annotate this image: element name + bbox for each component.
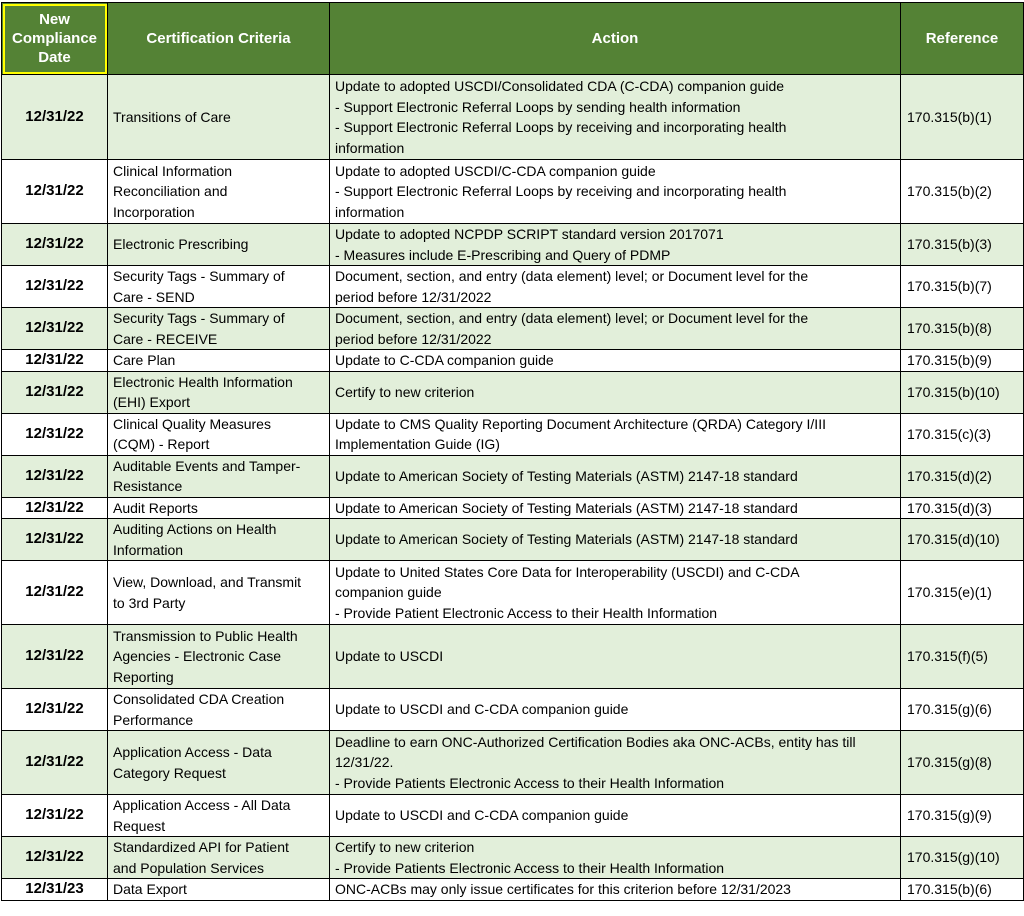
reference-cell: 170.315(g)(6) <box>901 689 1024 731</box>
compliance-date-cell: 12/31/22 <box>2 561 108 625</box>
action-cell <box>330 371 901 413</box>
compliance-date-cell: 12/31/22 <box>2 689 108 731</box>
compliance-date-cell: 12/31/22 <box>2 266 108 308</box>
reference-cell: 170.315(d)(10) <box>901 519 1024 561</box>
reference-cell: 170.315(d)(3) <box>901 497 1024 519</box>
criteria-cell-line: Agencies - Electronic Case <box>113 648 282 665</box>
action-cell-line: Update to CMS Quality Reporting Document Architecture (QRDA) Category I/III <box>335 415 826 432</box>
criteria-cell-line: Request <box>113 817 166 834</box>
action-cell-line: - Measures include E-Prescribing and Query of PDMP <box>335 246 671 263</box>
table-row <box>2 371 1024 413</box>
table-row <box>2 308 1024 350</box>
criteria-cell-line: Application Access - Data <box>113 744 272 760</box>
action-cell-line: Update to American Society of Testing Materials (ASTM) 2147-18 standard <box>335 467 798 484</box>
compliance-date-cell: 12/31/22 <box>2 224 108 266</box>
action-cell-line: information <box>335 203 405 220</box>
action-cell-line: Deadline to earn ONC-Authorized Certification Bodies aka ONC-ACBs, entity has till <box>335 733 856 750</box>
criteria-cell-line: View, Download, and Transmit <box>113 574 302 590</box>
criteria-cell-line: Auditable Events and Tamper- <box>113 457 301 474</box>
compliance-date-cell: 12/31/22 <box>2 795 108 837</box>
action-cell-line: - Provide Patient Electronic Access to their Health Information <box>335 604 718 621</box>
action-cell <box>330 837 901 879</box>
table-row <box>2 837 1024 879</box>
action-cell <box>330 75 901 160</box>
criteria-cell <box>108 308 330 350</box>
action-cell-line: Update to adopted USCDI/C-CDA companion guide <box>335 162 656 179</box>
action-cell <box>330 731 901 795</box>
action-cell-line: - Support Electronic Referral Loops by receiving and incorporating health <box>335 119 787 135</box>
criteria-cell <box>108 731 330 795</box>
action-cell-line: Update to USCDI <box>335 648 444 665</box>
table-row <box>2 519 1024 561</box>
compliance-date-cell: 12/31/22 <box>2 837 108 879</box>
compliance-date-cell: 12/31/22 <box>2 308 108 350</box>
reference-cell: 170.315(b)(2) <box>901 160 1024 224</box>
table-row <box>2 497 1024 519</box>
table-row <box>2 625 1024 689</box>
criteria-cell-line: Electronic Health Information <box>113 373 293 390</box>
criteria-cell-line: Performance <box>113 711 194 728</box>
criteria-cell <box>108 497 330 519</box>
action-cell-line: - Provide Patients Electronic Access to their Health Information <box>335 774 725 791</box>
header-reference: Reference <box>901 3 1024 75</box>
header-action: Action <box>330 3 901 75</box>
criteria-cell-line: (EHI) Export <box>113 394 191 410</box>
criteria-cell-line: Auditing Actions on Health <box>113 521 277 537</box>
action-cell-line: Document, section, and entry (data element) level; or Document level for the <box>335 268 809 284</box>
compliance-date-cell: 12/31/22 <box>2 75 108 160</box>
criteria-cell-line: Electronic Prescribing <box>113 236 249 253</box>
action-cell <box>330 625 901 689</box>
criteria-cell-line: Data Export <box>113 881 187 897</box>
reference-cell: 170.315(b)(3) <box>901 224 1024 266</box>
action-cell <box>330 160 901 224</box>
action-cell <box>330 308 901 350</box>
action-cell-line: Update to United States Core Data for Interoperability (USCDI) and C-CDA <box>335 563 800 580</box>
criteria-cell <box>108 519 330 561</box>
reference-cell: 170.315(g)(9) <box>901 795 1024 837</box>
reference-cell: 170.315(e)(1) <box>901 561 1024 625</box>
action-cell-line: - Support Electronic Referral Loops by sending health information <box>335 98 741 115</box>
action-cell <box>330 266 901 308</box>
action-cell-line: Update to American Society of Testing Materials (ASTM) 2147-18 standard <box>335 531 798 548</box>
criteria-cell-line: Incorporation <box>113 203 195 220</box>
reference-cell: 170.315(c)(3) <box>901 413 1024 455</box>
reference-cell: 170.315(b)(7) <box>901 266 1024 308</box>
criteria-cell-line: and Population Services <box>113 859 264 876</box>
action-cell-line: Update to USCDI and C-CDA companion guide <box>335 701 629 718</box>
compliance-date-cell: 12/31/22 <box>2 455 108 497</box>
reference-cell: 170.315(f)(5) <box>901 625 1024 689</box>
header-row <box>2 3 1024 75</box>
action-cell-line: Update to adopted NCPDP SCRIPT standard version 2017071 <box>335 226 724 242</box>
action-cell-line: - Support Electronic Referral Loops by receiving and incorporating health <box>335 183 787 200</box>
criteria-cell <box>108 266 330 308</box>
criteria-cell-line: Transmission to Public Health <box>113 627 298 644</box>
reference-cell: 170.315(d)(2) <box>901 455 1024 497</box>
criteria-cell-line: Care Plan <box>113 352 176 368</box>
criteria-cell-line: Clinical Information <box>113 162 233 179</box>
action-cell-line: period before 12/31/2022 <box>335 330 492 347</box>
action-cell <box>330 224 901 266</box>
criteria-cell-line: Information <box>113 541 184 558</box>
criteria-cell <box>108 625 330 689</box>
criteria-cell-line: (CQM) - Report <box>113 436 210 452</box>
criteria-cell <box>108 455 330 497</box>
action-cell-line: period before 12/31/2022 <box>335 288 492 305</box>
table-row <box>2 689 1024 731</box>
table-row <box>2 561 1024 625</box>
criteria-cell <box>108 837 330 879</box>
table-row <box>2 731 1024 795</box>
reference-cell: 170.315(b)(10) <box>901 371 1024 413</box>
criteria-cell-line: Consolidated CDA Creation <box>113 691 285 707</box>
table-row <box>2 160 1024 224</box>
criteria-cell-line: Reconciliation and <box>113 183 228 200</box>
criteria-cell-line: Care - RECEIVE <box>113 330 218 347</box>
header-certification-criteria: Certification Criteria <box>108 3 330 75</box>
table-row <box>2 350 1024 372</box>
certification-table <box>1 2 1024 901</box>
action-cell-line: Certify to new criterion <box>335 839 475 855</box>
reference-cell: 170.315(g)(10) <box>901 837 1024 879</box>
reference-cell: 170.315(b)(1) <box>901 75 1024 160</box>
action-cell-line: ONC-ACBs may only issue certificates for this criterion before 12/31/2023 <box>335 881 791 897</box>
reference-cell: 170.315(b)(8) <box>901 308 1024 350</box>
table-row <box>2 75 1024 160</box>
table-row <box>2 879 1024 901</box>
action-cell <box>330 455 901 497</box>
criteria-cell <box>108 371 330 413</box>
table-row <box>2 224 1024 266</box>
header-compliance-date: New Compliance Date <box>2 3 108 75</box>
criteria-cell-line: Category Request <box>113 764 226 781</box>
criteria-cell-line: Reporting <box>113 668 174 685</box>
action-cell-line: - Provide Patients Electronic Access to their Health Information <box>335 859 725 876</box>
criteria-cell-line: Care - SEND <box>113 288 195 305</box>
action-cell <box>330 497 901 519</box>
criteria-cell <box>108 224 330 266</box>
action-cell-line: Update to American Society of Testing Materials (ASTM) 2147-18 standard <box>335 499 798 516</box>
criteria-cell <box>108 879 330 901</box>
action-cell-line: 12/31/22. <box>335 754 394 771</box>
criteria-cell-line: Resistance <box>113 478 183 494</box>
criteria-cell-line: Audit Reports <box>113 499 198 516</box>
compliance-date-cell: 12/31/22 <box>2 413 108 455</box>
compliance-date-cell: 12/31/22 <box>2 350 108 372</box>
criteria-cell-line: Transitions of Care <box>113 108 231 125</box>
reference-cell: 170.315(b)(6) <box>901 879 1024 901</box>
criteria-cell-line: to 3rd Party <box>113 594 186 611</box>
action-cell-line: Update to C-CDA companion guide <box>335 352 554 368</box>
criteria-cell <box>108 561 330 625</box>
compliance-date-cell: 12/31/22 <box>2 731 108 795</box>
action-cell <box>330 879 901 901</box>
compliance-date-cell: 12/31/22 <box>2 519 108 561</box>
action-cell <box>330 689 901 731</box>
criteria-cell <box>108 795 330 837</box>
action-cell-line: Implementation Guide (IG) <box>335 436 500 452</box>
criteria-cell <box>108 160 330 224</box>
compliance-date-cell: 12/31/22 <box>2 371 108 413</box>
action-cell <box>330 795 901 837</box>
reference-cell: 170.315(g)(8) <box>901 731 1024 795</box>
table-row <box>2 266 1024 308</box>
criteria-cell <box>108 75 330 160</box>
table-row <box>2 413 1024 455</box>
reference-cell: 170.315(b)(9) <box>901 350 1024 372</box>
criteria-cell-line: Standardized API for Patient <box>113 839 289 855</box>
action-cell-line: Update to USCDI and C-CDA companion guide <box>335 807 629 824</box>
action-cell-line: companion guide <box>335 584 442 601</box>
action-cell <box>330 561 901 625</box>
criteria-cell-line: Security Tags - Summary of <box>113 310 285 326</box>
compliance-date-cell: 12/31/23 <box>2 879 108 901</box>
action-cell <box>330 350 901 372</box>
action-cell-line: Document, section, and entry (data element) level; or Document level for the <box>335 310 809 326</box>
action-cell-line: Certify to new criterion <box>335 383 475 400</box>
criteria-cell <box>108 350 330 372</box>
criteria-cell <box>108 689 330 731</box>
criteria-cell-line: Clinical Quality Measures <box>113 415 271 432</box>
compliance-date-cell: 12/31/22 <box>2 625 108 689</box>
action-cell-line: information <box>335 139 405 156</box>
action-cell <box>330 519 901 561</box>
compliance-date-cell: 12/31/22 <box>2 160 108 224</box>
criteria-cell <box>108 413 330 455</box>
compliance-date-cell: 12/31/22 <box>2 497 108 519</box>
table-row <box>2 455 1024 497</box>
criteria-cell-line: Security Tags - Summary of <box>113 268 285 284</box>
action-cell <box>330 413 901 455</box>
table-row <box>2 795 1024 837</box>
action-cell-line: Update to adopted USCDI/Consolidated CDA (C-CDA) companion guide <box>335 78 785 94</box>
criteria-cell-line: Application Access - All Data <box>113 797 291 813</box>
